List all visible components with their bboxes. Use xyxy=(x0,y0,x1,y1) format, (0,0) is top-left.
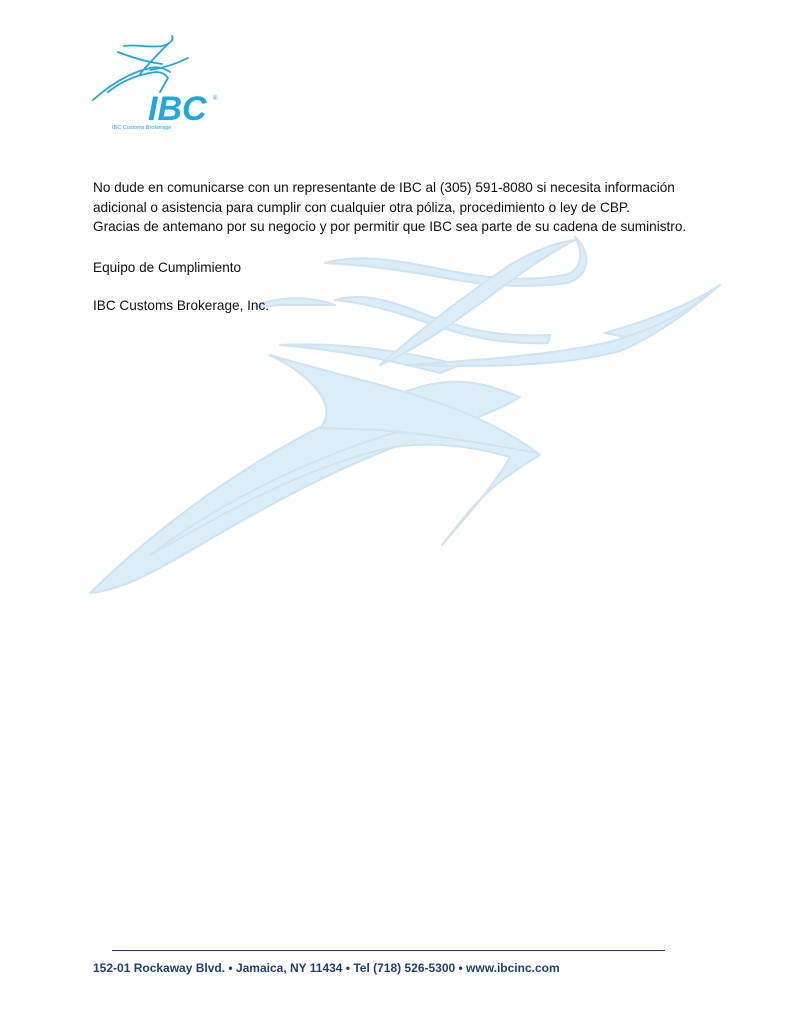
body-line: No dude en comunicarse con un representante de IBC al (305) 591-8080 si necesita información xyxy=(93,180,675,195)
footer-address: 152-01 Rockaway Blvd. • Jamaica, NY 11434 • Tel (718) 526-5300 • www.ibcinc.com xyxy=(93,961,560,975)
footer-divider xyxy=(112,950,665,951)
logo-registered: ® xyxy=(213,96,218,102)
signature-company: IBC Customs Brokerage, Inc. xyxy=(93,298,270,313)
logo-wordmark: IBC xyxy=(148,90,207,128)
body-paragraph xyxy=(93,178,733,237)
body-line: adicional o asistencia para cumplir con cualquier otra póliza, procedimiento o ley de CBP. xyxy=(93,199,630,215)
runner-watermark-icon xyxy=(80,225,740,610)
body-line: Gracias de antemano por su negocio y por permitir que IBC sea parte de su cadena de suministro. xyxy=(93,219,687,234)
signature-team: Equipo de Cumplimiento xyxy=(93,260,242,275)
logo-tagline: IBC Customs Brokerage xyxy=(112,125,172,131)
ibc-logo xyxy=(88,34,228,134)
